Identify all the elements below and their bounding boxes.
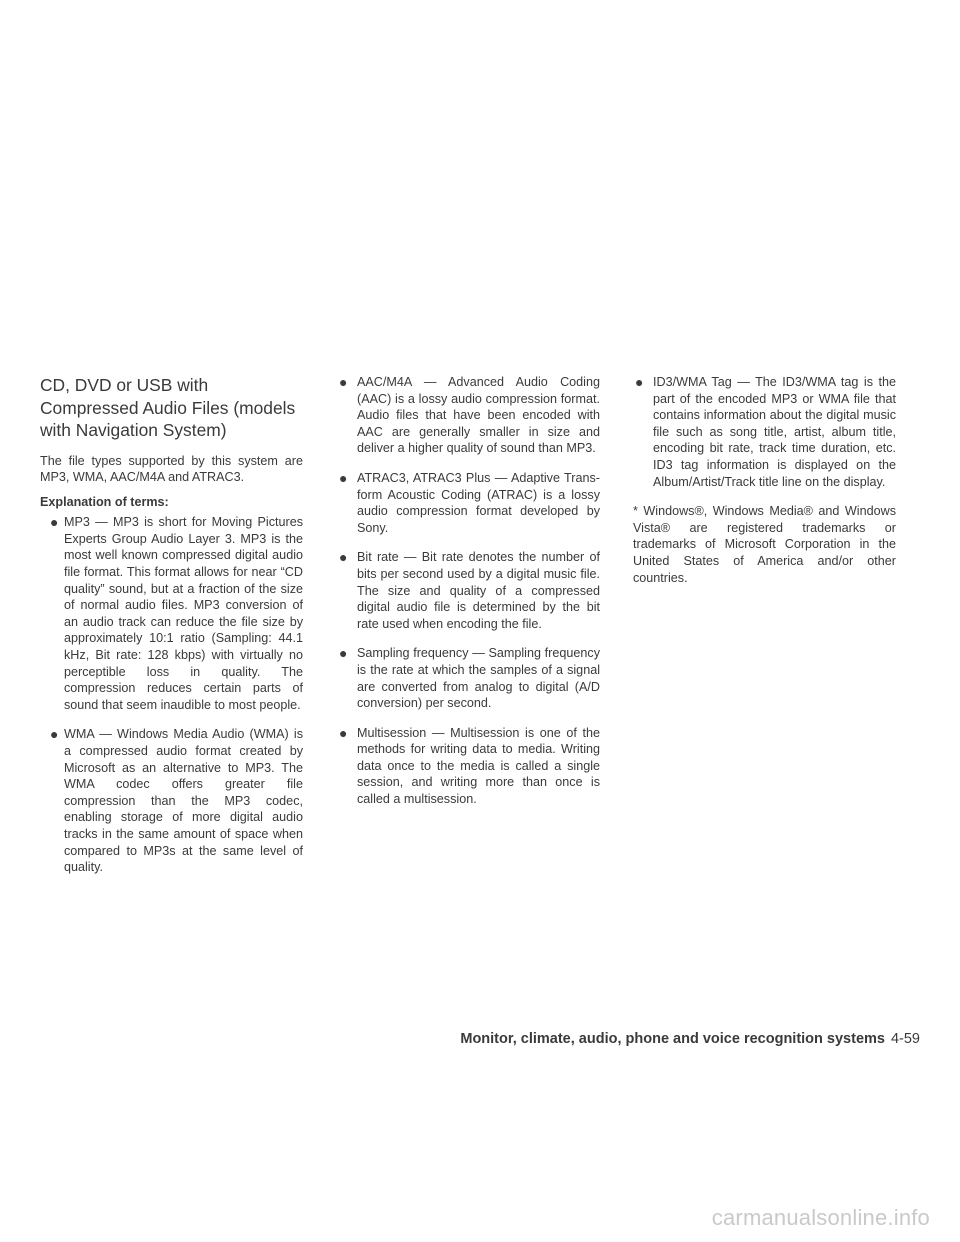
page-footer — [460, 1030, 920, 1048]
bullet-icon: ● — [339, 645, 348, 662]
list-item-sampling-frequency — [337, 645, 600, 711]
column-right — [633, 374, 896, 594]
list-item-bit-rate — [337, 549, 600, 632]
list-item-text: WMA — Windows Media Audio (WMA) is a compressed audio format created by Microsoft as an alternative to MP3. The WMA codec offers greater file compression than the MP3 codec, enabling storage of more digital audio tracks in the same amount of space when compared to MP3s at the same level of quality. — [64, 727, 303, 875]
list-item-text: Bit rate — Bit rate denotes the number of bits per second used by a digital music file. The size and quality of a compressed digital audio file is determined by the bit rate used when encoding the file. — [357, 550, 600, 631]
trademark-note: * Windows®, Windows Media® and Windows Vista® are registered trademarks or trademarks of Microsoft Corporation in the United States of America and/or other countries. — [633, 504, 896, 585]
list-item-text: ATRAC3, ATRAC3 Plus — Adaptive Transform Acoustic Coding (ATRAC) is a lossy audio compression format developed by Sony. — [357, 470, 600, 535]
list-item-multisession — [337, 725, 600, 808]
list-item-text: Sampling frequency — Sampling frequency is the rate at which the samples of a signal are converted from analog to digital (A/D conversion) per second. — [357, 646, 600, 711]
terms-heading: Explanation of terms: — [40, 494, 169, 509]
page-number: 4-59 — [890, 1031, 920, 1047]
column-left — [40, 374, 303, 889]
intro-paragraph: The file types supported by this system are MP3, WMA, AAC/M4A and ATRAC3. — [40, 453, 303, 485]
list-item-text: MP3 — MP3 is short for Moving Pictures Experts Group Audio Layer 3. MP3 is the most well known compressed digital audio file format. This format allows for near “CD quality” sound, but at a fraction of the size of normal audio files. MP3 conversion of an audio track can reduce the file size by approximately 10:1 ratio (Sampling: 44.1 kHz, Bit rate: 128 kbps) with virtually no perceptible loss in quality. The compression reduces certain parts of sound that seem inaudible to most people. — [64, 515, 303, 712]
list-item-mp3 — [40, 514, 303, 713]
list-item-text: ID3/WMA Tag — The ID3/WMA tag is the part of the encoded MP3 or WMA file that contains information about the digital music file such as song title, artist, album title, encoding bit rate, track time duration, etc. ID3 tag information is displayed on the Album/Artist/Track title line on the display. — [653, 375, 896, 489]
list-item-atrac3 — [337, 470, 600, 536]
bullet-icon: ● — [635, 374, 644, 390]
bullet-icon: ● — [339, 374, 348, 390]
bullet-icon: ● — [339, 469, 348, 486]
list-item-id3-tag — [633, 374, 896, 490]
watermark: carmanualsonline.info — [711, 1205, 930, 1230]
bullet-icon: ● — [50, 514, 59, 531]
bullet-icon: ● — [339, 549, 348, 566]
section-title: CD, DVD or USB with Compressed Audio Files (models with Navigation System) — [40, 375, 296, 440]
bullet-icon: ● — [339, 724, 348, 741]
list-item-text: AAC/M4A — Advanced Audio Coding (AAC) is a lossy audio compression format. Audio files that have been encoded with AAC are generally smaller in size and deliver a higher quality of sound than MP3. — [357, 375, 600, 456]
chapter-title: Monitor, climate, audio, phone and voice recognition systems — [460, 1031, 885, 1047]
list-item-text: Multisession — Multisession is one of the methods for writing data to media. Writing data once to the media is called a single session, and writing more than once is called a multisession. — [357, 725, 600, 807]
bullet-icon: ● — [50, 726, 59, 743]
list-item-wma — [40, 726, 303, 875]
column-middle — [337, 374, 600, 821]
list-item-aac — [337, 374, 600, 457]
